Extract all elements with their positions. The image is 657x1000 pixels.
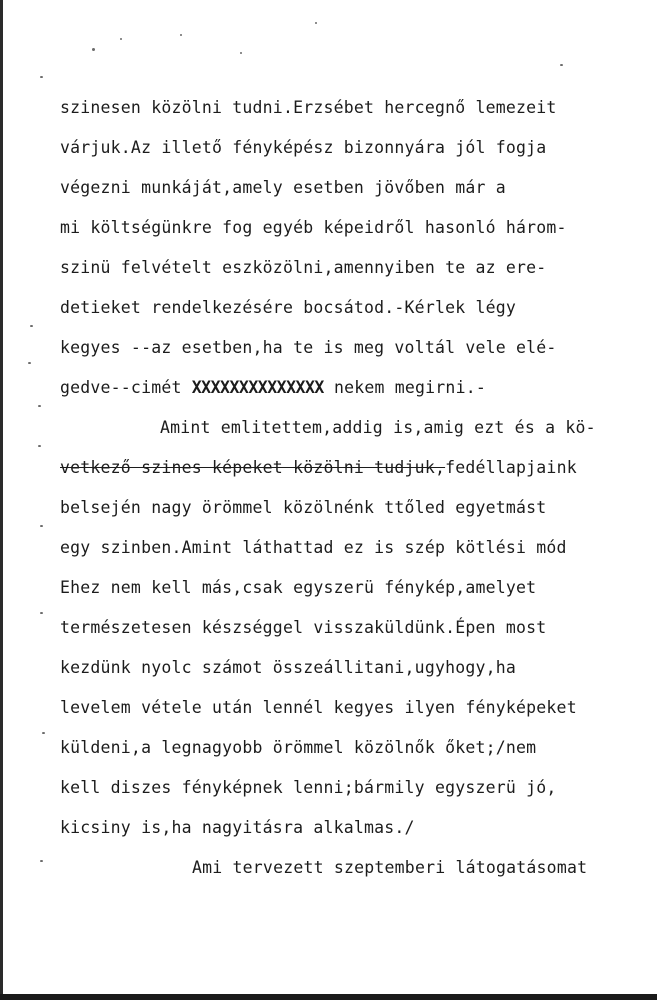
letter-line: kezdünk nyolc számot összeállitani,ugyhogy,ha: [60, 658, 517, 677]
scan-speckle: [315, 22, 317, 24]
line-text: gedve--cimét: [60, 378, 192, 397]
letter-line-paragraph-start: Amint emlitettem,addig is,amig ezt és a kö-: [160, 418, 596, 437]
letter-line: egy szinben.Amint láthattad ez is szép kötlési mód: [60, 538, 567, 557]
letter-line: [60, 448, 650, 488]
letter-line: természetesen készséggel visszaküldünk.Épen most: [60, 618, 547, 637]
bottom-page-edge: [0, 994, 657, 1000]
struck-through-text: vetkező szines képeket közölni tudjuk,: [60, 458, 446, 477]
letter-line: kell diszes fényképnek lenni;bármily egyszerü jó,: [60, 778, 557, 797]
letter-line: várjuk.Az illető fényképész bizonnyára jól fogja: [60, 138, 547, 157]
scan-speckle: [40, 860, 43, 862]
letter-line: szinesen közölni tudni.Erzsébet hercegnő lemezeit: [60, 98, 557, 117]
xed-out-text: XXXXXXXXXXXXXX: [191, 378, 324, 397]
scan-speckle: [38, 445, 41, 447]
scan-speckle: [120, 38, 122, 40]
letter-line: detieket rendelkezésére bocsátod.-Kérlek légy: [60, 298, 517, 317]
letter-line: kegyes --az esetben,ha te is meg voltál vele elé-: [60, 338, 557, 357]
scan-speckle: [92, 48, 95, 51]
line-text: fedéllapjaink: [445, 458, 577, 477]
letter-line: küldeni,a legnagyobb örömmel közölnők őket;/nem: [60, 738, 537, 757]
letter-line-paragraph-start: Ami tervezett szeptemberi látogatásomat: [192, 858, 588, 877]
scan-speckle: [40, 76, 43, 78]
letter-line: [60, 368, 650, 408]
scan-speckle: [40, 612, 43, 614]
line-text: nekem megirni.-: [323, 378, 486, 397]
letter-line: mi költségünkre fog egyéb képeidről hasonló három-: [60, 218, 567, 237]
scan-speckle: [40, 525, 43, 527]
left-margin-edge: [0, 0, 3, 1000]
letter-line: végezni munkáját,amely esetben jövőben már a: [60, 178, 506, 197]
letter-line: szinü felvételt eszközölni,amennyiben te az ere-: [60, 258, 547, 277]
letter-line: belsején nagy örömmel közölnénk ttőled egyetmást: [60, 498, 547, 517]
scan-speckle: [38, 405, 41, 407]
scan-speckle: [30, 325, 33, 327]
typed-letter-body: [60, 88, 650, 888]
letter-line: kicsiny is,ha nagyitásra alkalmas./: [60, 818, 415, 837]
scan-speckle: [560, 64, 563, 66]
scan-speckle: [180, 34, 182, 36]
letter-line: levelem vétele után lennél kegyes ilyen fényképeket: [60, 698, 577, 717]
scan-speckle: [240, 52, 242, 54]
scan-speckle: [28, 362, 31, 364]
scan-speckle: [42, 732, 45, 734]
letter-line: Ehez nem kell más,csak egyszerü fénykép,amelyet: [60, 578, 537, 597]
